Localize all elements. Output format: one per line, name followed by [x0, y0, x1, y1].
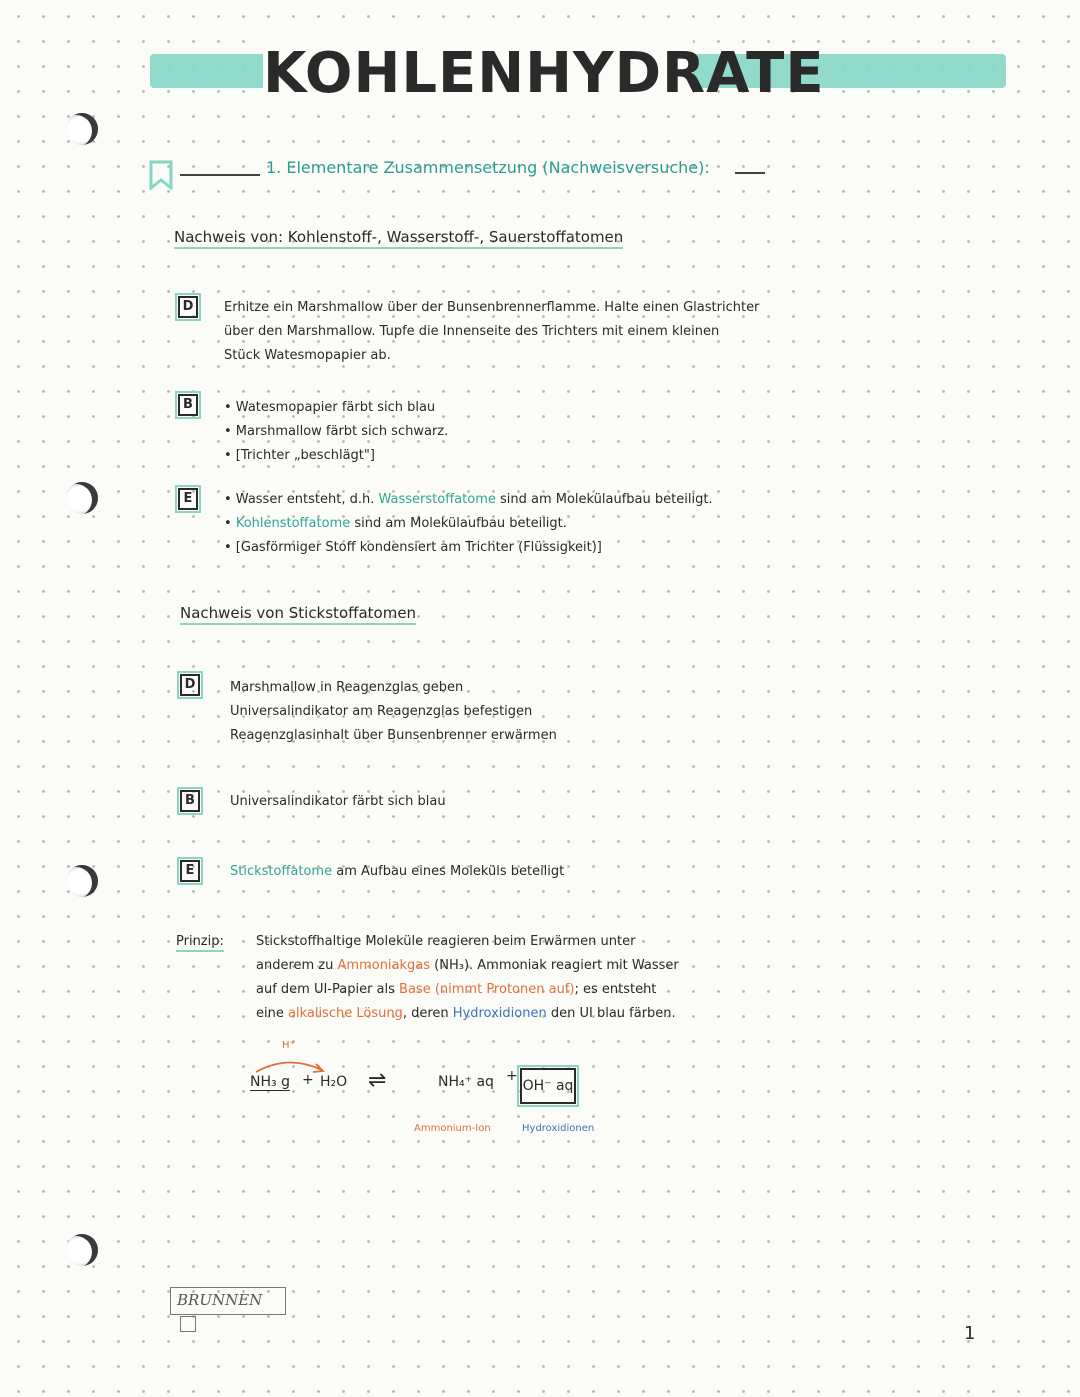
ammonium-formula: NH₄⁺ aq	[438, 1074, 494, 1090]
label-erklaerung: E	[180, 860, 200, 882]
equilibrium-arrow-icon: ⇌	[368, 1068, 387, 1093]
hydroxide-formula: OH⁻ aq	[520, 1068, 576, 1104]
label-durchfuehrung: D	[180, 674, 200, 696]
plus-sign: +	[506, 1068, 518, 1084]
section2-heading: Nachweis von Stickstoffatomen	[180, 604, 416, 625]
text-span: anderem zu	[256, 958, 338, 973]
text-span: sind am Molekülaufbau beteiligt.	[350, 516, 567, 531]
text-span: , deren	[402, 1006, 453, 1021]
text-line: Erhitze ein Marshmallow über der Bunsenbrennerflamme. Halte einen Glastrichter	[224, 300, 760, 315]
highlight-term: Stickstoffatome	[230, 864, 333, 879]
text-span: •	[224, 516, 236, 531]
text-line: Marshmallow in Reagenzglas geben	[230, 680, 464, 695]
punch-hole	[66, 482, 98, 514]
section1-heading: Nachweis von: Kohlenstoff-, Wasserstoff-, Sauerstoffatomen	[174, 228, 623, 249]
text-line: Reagenzglasinhalt über Bunsenbrenner erwärmen	[230, 728, 557, 743]
text-line: • Watesmopapier färbt sich blau	[224, 400, 436, 415]
label-beobachtung: B	[178, 394, 198, 416]
highlight-term: Hydroxidionen	[452, 1006, 547, 1021]
principle-label: Prinzip:	[176, 934, 224, 952]
text-line: über den Marshmallow. Tupfe die Innenseite des Trichters mit einem kleinen	[224, 324, 720, 339]
text-span: am Aufbau eines Moleküls beteiligt	[332, 864, 565, 879]
punch-hole	[66, 113, 98, 145]
label-durchfuehrung: D	[178, 296, 198, 318]
bookmark-icon	[148, 160, 174, 190]
hydroxide-label: Hydroxidionen	[522, 1123, 595, 1134]
text-span: auf dem UI-Papier als	[256, 982, 400, 997]
text-line: Stickstoffhaltige Moleküle reagieren beim Erwärmen unter	[256, 934, 636, 949]
section2-beobachtung-text: Universalindikator färbt sich blau	[230, 794, 446, 809]
text-span: sind am Molekülaufbau beteiligt.	[495, 492, 713, 507]
brand-mark-icon	[180, 1316, 196, 1332]
brand-name: BRUNNEN	[177, 1291, 263, 1309]
text-line: • Marshmallow färbt sich schwarz.	[224, 424, 449, 439]
text-line	[256, 954, 679, 978]
subtitle-rule-left	[180, 174, 260, 176]
principle-text	[256, 930, 679, 1026]
section1-erklaerung-text	[224, 488, 713, 560]
section2-durchfuehrung-text	[230, 676, 557, 748]
section1-durchfuehrung-text	[224, 296, 759, 368]
text-line	[224, 512, 713, 536]
punch-hole	[66, 865, 98, 897]
text-line: • [Gasförmiger Stoff kondensiert am Trichter (Flüssigkeit)]	[224, 540, 602, 555]
text-span: den UI blau färben.	[546, 1006, 676, 1021]
brand-logo	[170, 1287, 286, 1315]
page-title: KOHLENHYDRATE	[263, 41, 825, 106]
section1-beobachtung-text	[224, 396, 448, 468]
section2-erklaerung-text	[230, 860, 564, 884]
text-line: • [Trichter „beschlägt"]	[224, 448, 375, 463]
highlight-term: Wasserstoffatome	[378, 492, 496, 507]
section-subtitle: 1. Elementare Zusammensetzung (Nachweisversuche):	[266, 158, 710, 177]
text-line	[256, 1002, 679, 1026]
highlight-term: Base (nimmt Protonen auf)	[399, 982, 575, 997]
text-span: ; es entsteht	[574, 982, 657, 997]
ammonia-formula: NH₃ g	[250, 1074, 290, 1090]
text-span: (NH₃). Ammoniak reagiert mit Wasser	[430, 958, 679, 973]
highlight-term: Kohlenstoffatome	[235, 516, 351, 531]
punch-hole	[66, 1234, 98, 1266]
page-number: 1	[964, 1323, 976, 1344]
highlight-term: alkalische Lösung	[287, 1006, 403, 1021]
plus-sign: +	[302, 1072, 314, 1088]
text-span: eine	[256, 1006, 288, 1021]
text-line: Universalindikator am Reagenzglas befestigen	[230, 704, 533, 719]
highlight-term: Ammoniakgas	[337, 958, 431, 973]
proton-label: H⁺	[282, 1040, 295, 1051]
text-line	[224, 488, 713, 512]
subtitle-rule-right	[735, 172, 765, 174]
ammonium-label: Ammonium-Ion	[414, 1123, 491, 1134]
water-formula: H₂O	[320, 1074, 348, 1090]
text-line: Stück Watesmopapier ab.	[224, 348, 391, 363]
label-beobachtung: B	[180, 790, 200, 812]
text-line	[256, 978, 679, 1002]
text-span: • Wasser entsteht, d.h.	[224, 492, 379, 507]
label-erklaerung: E	[178, 488, 198, 510]
proton-transfer-arrow-icon	[250, 1052, 330, 1074]
